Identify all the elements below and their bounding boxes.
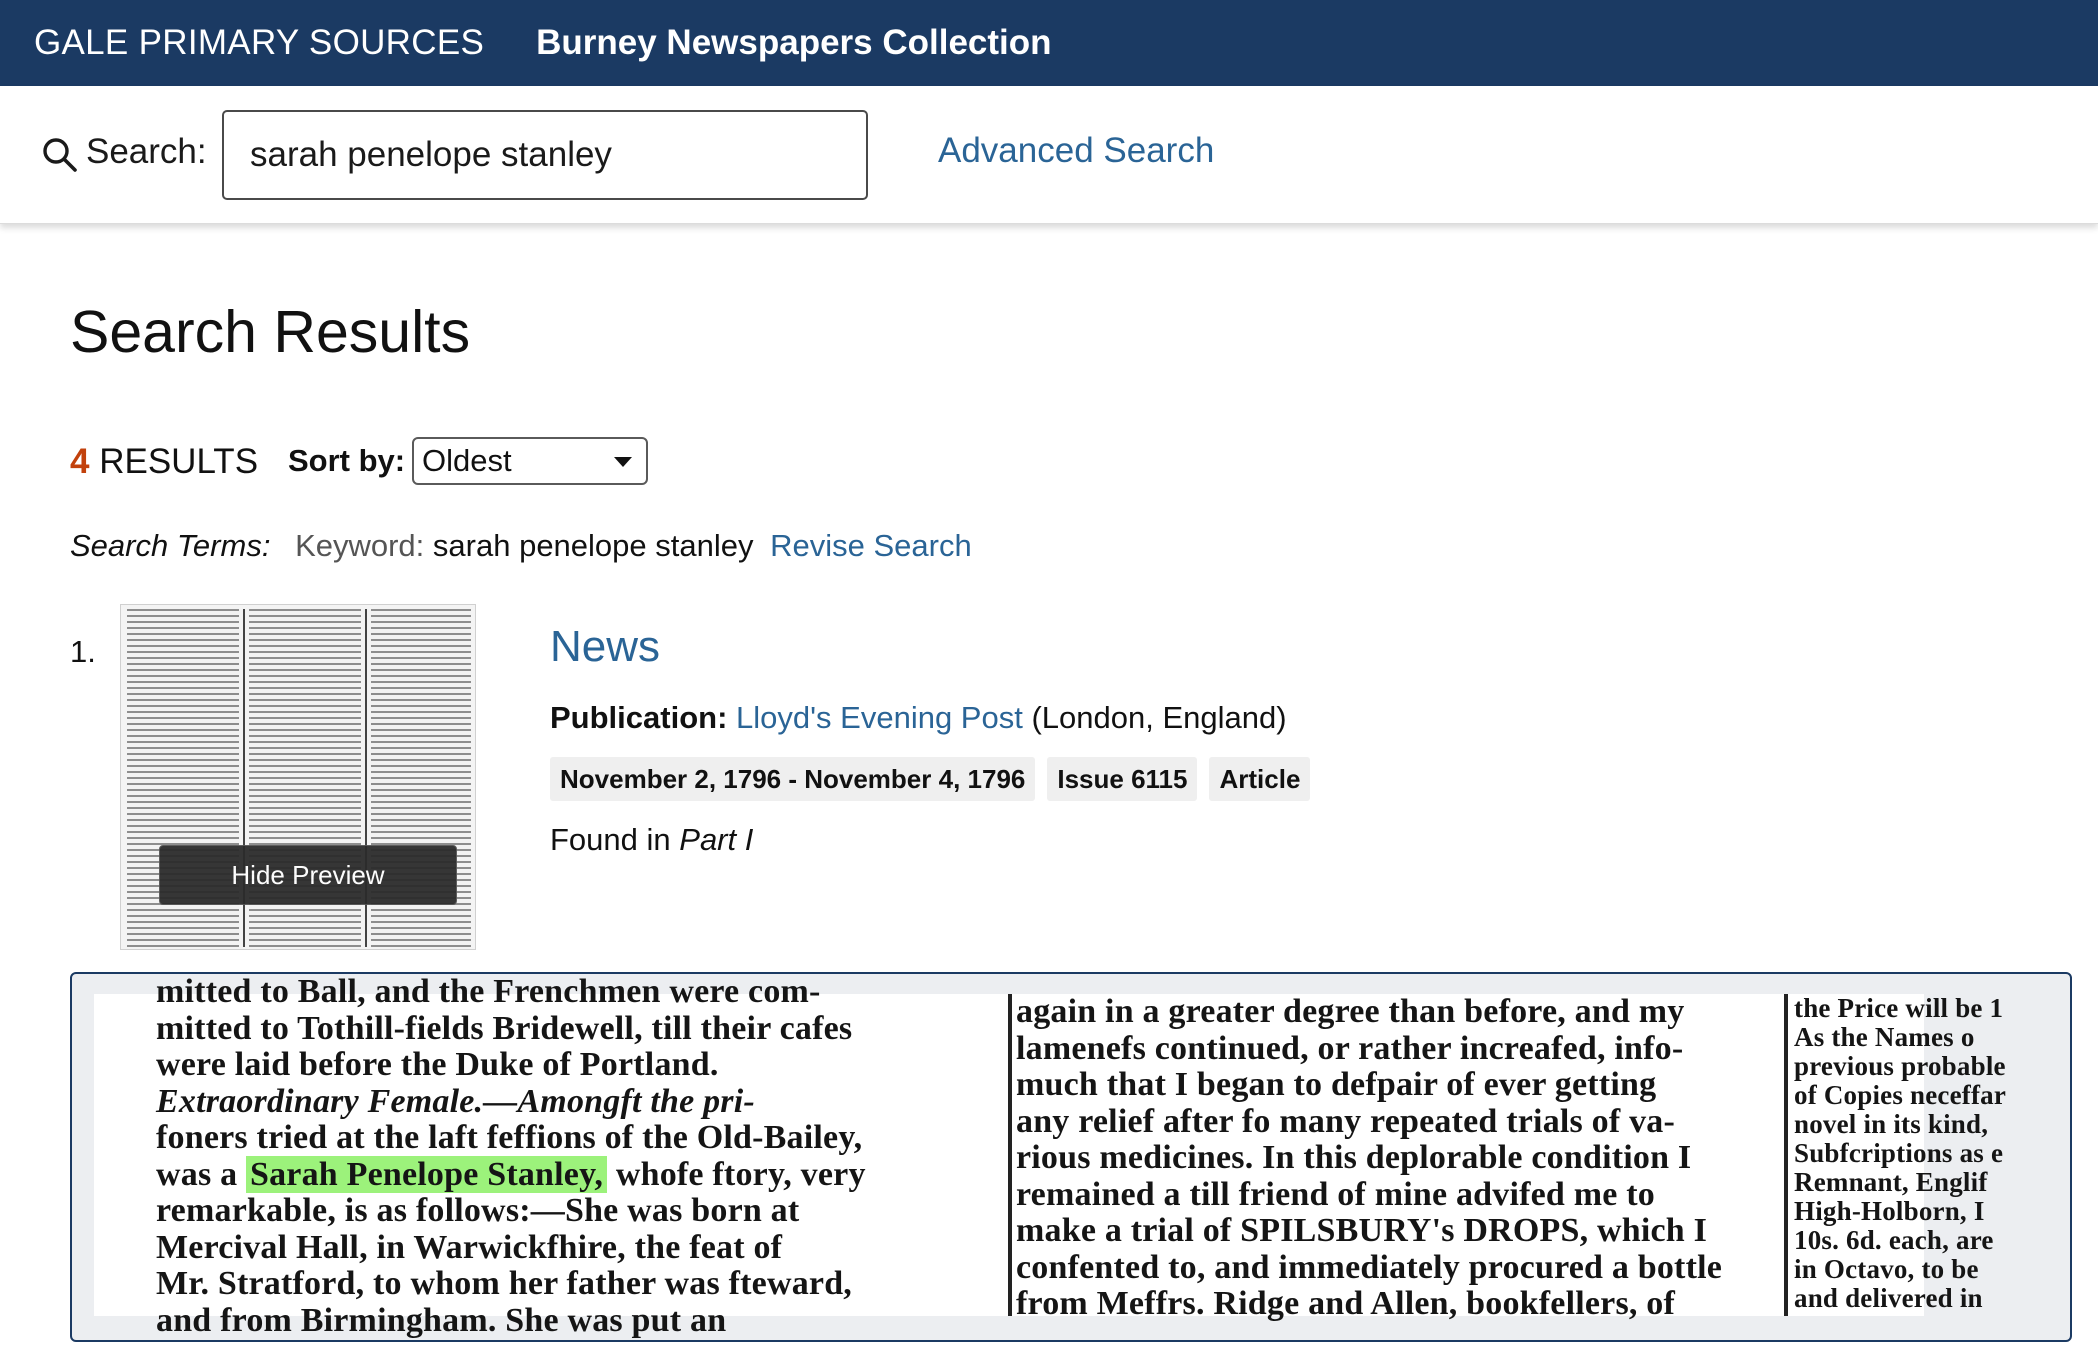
top-banner <box>0 0 2098 86</box>
scan-line: and delivered in <box>1794 1283 1983 1313</box>
advanced-search-link[interactable]: Advanced Search <box>938 131 1215 170</box>
scan-column-1 <box>156 973 1006 1339</box>
scan-text: was a <box>156 1155 238 1193</box>
scan-line: Mercival Hall, in Warwickfhire, the feat of <box>156 1228 783 1266</box>
scan-line: make a trial of SPILSBURY's DROPS, which I <box>1016 1212 1708 1249</box>
scan-line: remained a till friend of mine advifed me to <box>1016 1175 1655 1213</box>
article-preview-panel <box>70 972 2072 1342</box>
search-terms-value: sarah penelope stanley <box>432 528 754 563</box>
hide-preview-button[interactable]: Hide Preview <box>159 845 457 905</box>
scan-line: Remnant, Englif <box>1794 1167 1988 1197</box>
scan-line: novel in its kind, <box>1794 1109 1989 1139</box>
scan-line: mitted to Ball, and the Frenchmen were com- <box>156 973 821 1010</box>
scan-line: lamenefs continued, or rather increafed, info- <box>1016 1029 1684 1067</box>
revise-search-link[interactable]: Revise Search <box>770 528 972 563</box>
scan-line-highlight <box>156 1157 1006 1194</box>
scan-column-3 <box>1794 994 2014 1316</box>
brand-link[interactable]: GALE PRIMARY SOURCES <box>34 23 485 62</box>
scan-line: mitted to Tothill-fields Bridewell, till their cafes <box>156 1009 853 1047</box>
scan-line: As the Names o <box>1794 1022 1975 1052</box>
page-title: Search Results <box>70 299 471 365</box>
results-count-label: RESULTS <box>99 442 259 481</box>
scan-line: Mr. Stratford, to whom her father was fteward, <box>156 1265 853 1302</box>
scan-line: Extraordinary Female.—Amongft the pri- <box>156 1082 755 1120</box>
scan-line: remarkable, is as follows:—She was born at <box>156 1192 800 1229</box>
scan-line: again in a greater degree than before, and my <box>1016 993 1685 1030</box>
sort-label: Sort by: <box>288 443 406 478</box>
results-count <box>70 442 258 482</box>
sort-selected-value: Oldest <box>422 443 512 478</box>
publication-label: Publication: <box>550 700 728 735</box>
publication-line <box>550 700 1287 736</box>
search-terms <box>70 528 972 564</box>
collection-title[interactable]: Burney Newspapers Collection <box>536 23 1052 62</box>
scan-line: rious medicines. In this deplorable condition I <box>1016 1139 1692 1176</box>
result-number: 1. <box>70 634 96 669</box>
search-terms-label: Search Terms: <box>70 528 271 563</box>
scan-line: any relief after fo many repeated trials of va- <box>1016 1102 1676 1140</box>
scan-line: confented to, and immediately procured a bottle <box>1016 1248 1723 1286</box>
result-title-link[interactable]: News <box>550 622 661 671</box>
scan-line: in Octavo, to be <box>1794 1254 1979 1284</box>
scan-line: 10s. 6d. each, are <box>1794 1225 1994 1255</box>
found-in-prefix: Found in <box>550 822 671 857</box>
publication-link[interactable]: Lloyd's Evening Post <box>736 700 1023 735</box>
scan-column-rule <box>1008 994 1012 1316</box>
article-scan-image <box>94 973 2007 1339</box>
search-bar <box>0 86 2098 224</box>
caret-down-icon <box>614 457 632 467</box>
results-count-number: 4 <box>70 442 90 481</box>
result-tags <box>550 757 1310 801</box>
search-label: Search: <box>86 132 207 171</box>
found-in-part: Part I <box>679 822 754 857</box>
sort-select[interactable] <box>412 437 648 485</box>
scan-line: High-Holborn, I <box>1794 1196 1985 1226</box>
scan-line: were laid before the Duke of Portland. <box>156 1046 719 1083</box>
scan-text: whofe ftory, very <box>615 1155 866 1193</box>
scan-line: and from Birmingham. She was put an <box>156 1301 727 1339</box>
scan-column-rule <box>1784 994 1788 1316</box>
scan-line: from Meffrs. Ridge and Allen, bookfellers, of <box>1016 1285 1676 1322</box>
search-terms-keyword-label: Keyword: <box>295 528 425 563</box>
search-input[interactable] <box>222 110 868 200</box>
type-badge: Article <box>1209 757 1310 801</box>
scan-line: the Price will be 1 <box>1794 993 2004 1023</box>
scan-line: much that I began to defpair of ever getting <box>1016 1066 1657 1103</box>
search-icon <box>40 135 80 175</box>
search-hit-highlight: Sarah Penelope Stanley, <box>246 1156 607 1193</box>
scan-line: Subfcriptions as e <box>1794 1138 2004 1168</box>
found-in <box>550 822 753 858</box>
scan-column-2 <box>1016 993 1776 1322</box>
date-badge: November 2, 1796 - November 4, 1796 <box>550 757 1035 801</box>
publication-place: (London, England) <box>1031 700 1287 735</box>
scan-line: foners tried at the laft feffions of the Old-Bailey, <box>156 1119 863 1156</box>
scan-line: previous probable <box>1794 1051 2006 1081</box>
scan-line: of Copies neceffar <box>1794 1080 2007 1110</box>
issue-badge: Issue 6115 <box>1047 757 1197 801</box>
